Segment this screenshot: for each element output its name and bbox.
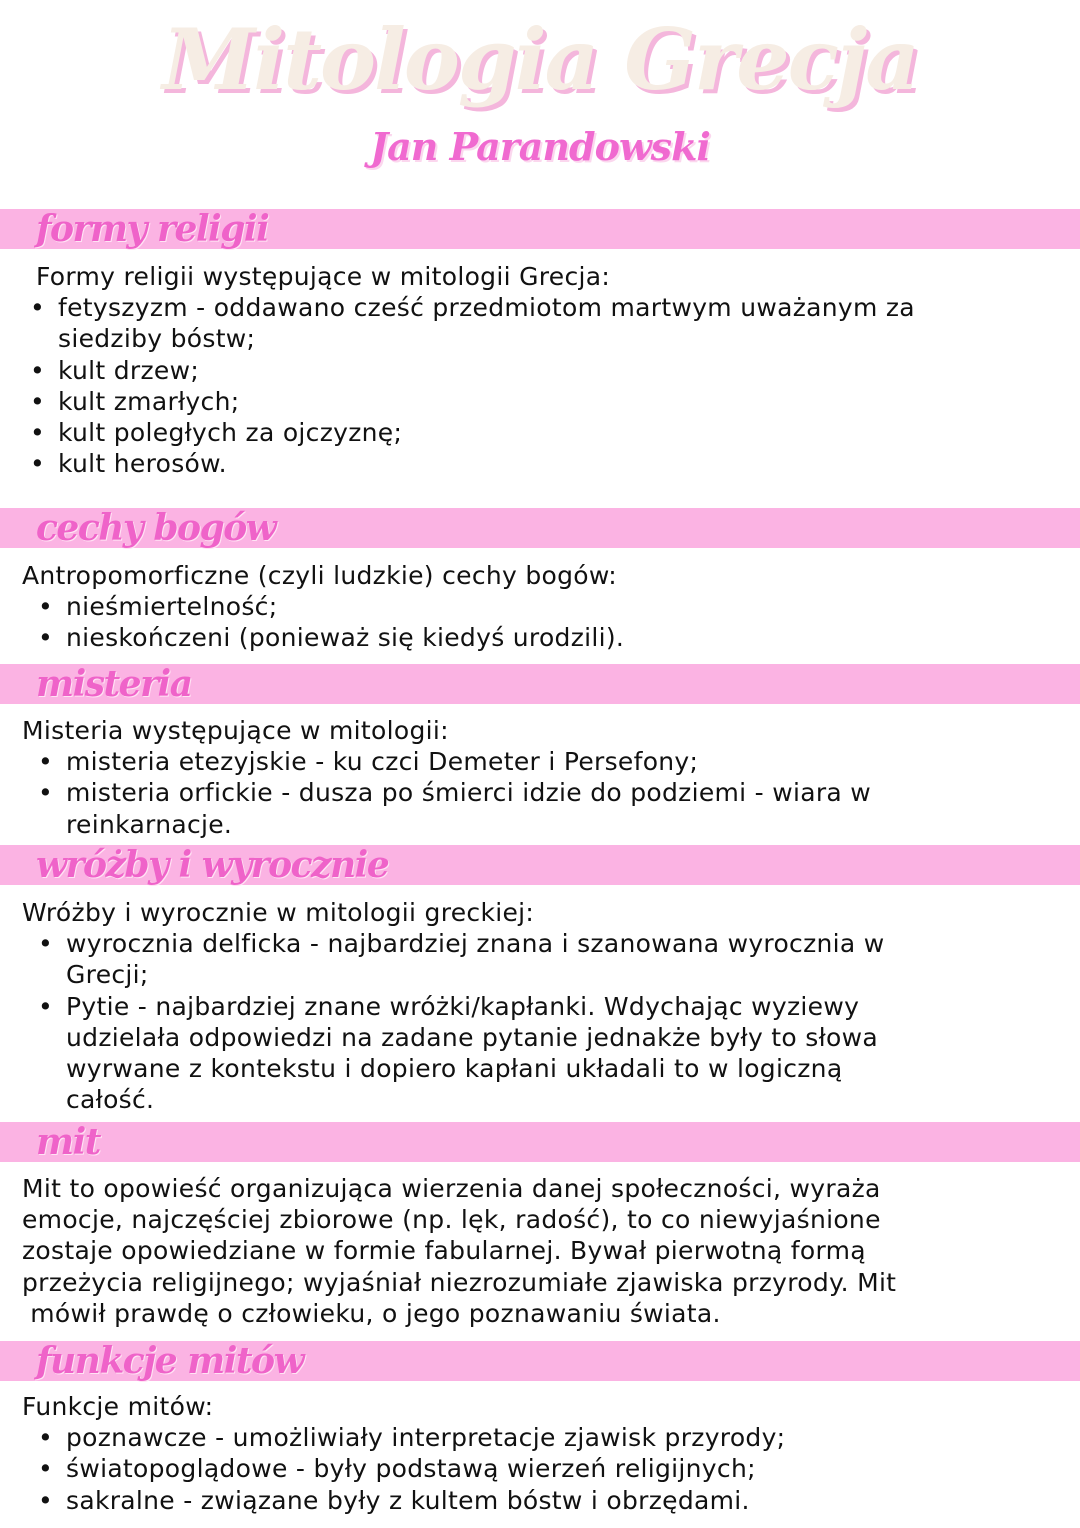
list-item-line: • kult herosów.	[58, 449, 227, 479]
paragraph-line: mówił prawdę o człowieku, o jego poznawaniu świata.	[22, 1298, 721, 1328]
section-body-misteria	[0, 715, 1080, 840]
list-item-line: • misteria etezyjskie - ku czci Demeter i Persefony;	[66, 747, 699, 777]
section-intro: Wróżby i wyrocznie w mitologii greckiej:	[22, 898, 535, 927]
section-body-formy-religii	[0, 261, 1080, 479]
section-heading: mit	[36, 1121, 100, 1163]
paragraph-line: przeżycia religijnego; wyjaśniał niezrozumiałe zjawiska przyrody. Mit	[22, 1267, 897, 1297]
list-item-line: • misteria orfickie - dusza po śmierci idzie do podziemi - wiara w	[66, 778, 872, 808]
section-band-misteria	[0, 664, 1080, 704]
paragraph-line: zostaje opowiedziane w formie fabularnej. Bywał pierwotną formą	[22, 1236, 866, 1266]
list-item-line: • Pytie - najbardziej znane wróżki/kapłanki. Wdychając wyziewy	[66, 991, 860, 1021]
list-item-line: • kult poległych za ojczyznę;	[58, 418, 403, 448]
paragraph-line: Mit to opowieść organizująca wierzenia danej społeczności, wyraża	[22, 1174, 881, 1203]
list-item-line: • światopoglądowe - były podstawą wierzeń religijnych;	[66, 1454, 756, 1484]
list-item-line: siedziby bóstw;	[58, 324, 256, 354]
list-item	[14, 386, 1080, 417]
section-intro: Misteria występujące w mitologii:	[22, 716, 449, 745]
list-item	[14, 448, 1080, 479]
list-item	[0, 591, 1080, 622]
list-item-line: • wyrocznia delficka - najbardziej znana i szanowana wyrocznia w	[66, 929, 885, 959]
list-item-line: • nieskończeni (ponieważ się kiedyś urodzili).	[66, 623, 625, 653]
list-item-line: • nieśmiertelność;	[66, 592, 278, 622]
section-heading: wróżby i wyrocznie	[36, 844, 389, 886]
list-item	[14, 417, 1080, 448]
section-band-formy-religii	[0, 209, 1080, 249]
page-title: Mitologia Grecja	[162, 10, 918, 109]
list-item-line: • kult zmarłych;	[58, 386, 240, 416]
list-item-line: reinkarnacje.	[66, 809, 233, 839]
section-body-cechy-bogow	[0, 560, 1080, 654]
section-heading: funkcje mitów	[36, 1340, 304, 1382]
list-item-line: wyrwane z kontekstu i dopiero kapłani układali to w logiczną	[66, 1054, 843, 1084]
section-body-funkcje-mitow	[0, 1391, 1080, 1516]
section-body-wrozby-i-wyrocznie	[0, 897, 1080, 1115]
section-heading: formy religii	[36, 208, 269, 250]
list-item-line: • fetyszyzm - oddawano cześć przedmiotom martwym uważanym za	[58, 293, 915, 323]
list-item	[0, 928, 1080, 990]
section-band-wrozby-i-wyrocznie	[0, 845, 1080, 885]
section-intro: Formy religii występujące w mitologii Grecja:	[36, 262, 611, 291]
list-item-line: udzielała odpowiedzi na zadane pytanie jednakże były to słowa	[66, 1022, 878, 1052]
section-heading: misteria	[36, 663, 192, 705]
list-item	[0, 1453, 1080, 1484]
bullet-list	[0, 591, 1080, 653]
list-item-line: • kult drzew;	[58, 355, 200, 385]
list-item-line: całość.	[66, 1085, 155, 1115]
bullet-list	[0, 1422, 1080, 1516]
paragraph-line: emocje, najczęściej zbiorowe (np. lęk, radość), to co niewyjaśnione	[22, 1205, 881, 1235]
list-item	[0, 746, 1080, 777]
bullet-list	[0, 292, 1080, 479]
list-item-line: Grecji;	[66, 960, 149, 990]
section-body-mit	[0, 1173, 1080, 1329]
list-item-line: • poznawcze - umożliwiały interpretacje zjawisk przyrody;	[66, 1423, 786, 1453]
section-intro: Funkcje mitów:	[22, 1392, 214, 1421]
list-item	[0, 991, 1080, 1116]
section-heading: cechy bogów	[36, 507, 276, 549]
bullet-list	[0, 928, 1080, 1115]
list-item	[0, 1485, 1080, 1516]
list-item-line: • sakralne - związane były z kultem bóstw i obrzędami.	[66, 1485, 750, 1515]
list-item	[0, 1422, 1080, 1453]
bullet-list	[0, 746, 1080, 840]
list-item	[0, 622, 1080, 653]
section-intro: Antropomorficzne (czyli ludzkie) cechy bogów:	[22, 561, 617, 590]
list-item	[0, 777, 1080, 839]
list-item	[14, 355, 1080, 386]
section-band-cechy-bogow	[0, 508, 1080, 548]
section-band-funkcje-mitow	[0, 1341, 1080, 1381]
list-item	[14, 292, 1080, 354]
section-band-mit	[0, 1122, 1080, 1162]
author-name: Jan Parandowski	[370, 124, 710, 169]
